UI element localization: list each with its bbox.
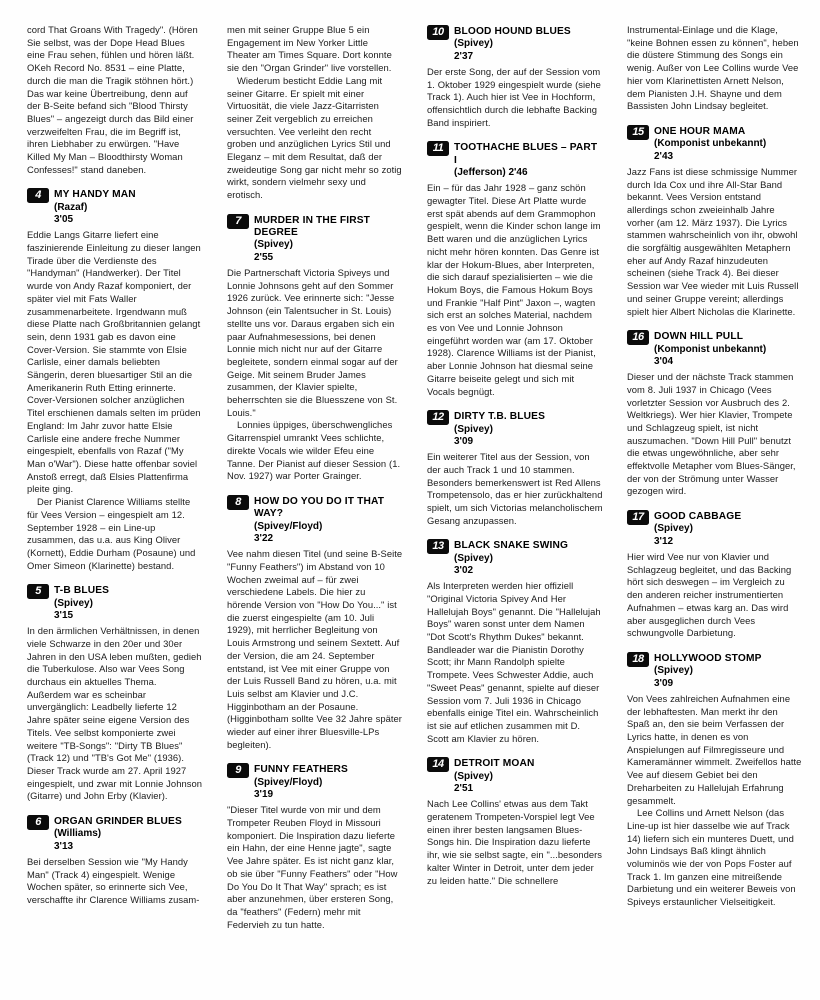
track-titling [654,124,803,163]
track-number-badge: 16 [627,330,649,345]
track-entry-16 [627,329,803,498]
track-meta: 2'37 [454,50,474,62]
track-meta: 3'12 [654,535,674,547]
body-paragraph: Der Pianist Clarence Williams stellte für Vees Version – eingespielt am 12. September 1928 – ein Line-up zusammen, das u.a. aus King Oliver (Kornett), Eddie Durham (Posaune) und Omer Simeon (Klarinette) bestand. [27,496,196,571]
body-paragraph: Der erste Song, der auf der Session vom 1. Oktober 1929 eingespielt wurde (siehe Track 1). Auch hier ist Vee in Hochform, offensichtlich durch die lebhafte Backing Band inspiriert. [427,65,601,128]
track-meta: (Razaf) [54,201,88,213]
track-title: FUNNY FEATHERS [254,764,348,776]
text-column-4 [627,24,803,988]
body-paragraph: Nach Lee Collins' etwas aus dem Takt geratenem Trompeten-Vorspiel legt Vee einen ihrer besten langsamen Blues-Songs hin. Die Inspiration dazu lieferte ihr, wie sie selbst sagte, ein "...besonders kalter Winter in Detroit, unter dem jeder zu leiden hatte." Die schnellere [427,798,603,886]
track-title: GOOD CABBAGE [654,511,742,523]
body-paragraph: Bei derselben Session wie "My Handy Man" (Track 4) eingespielt. Wenige Wochen später, so erinnerte sich Vee, verschaffte ihr Clarence Williams zusam- [27,855,200,906]
body-paragraph: Vee nahm diesen Titel (und seine B-Seite "Funny Feathers") im Abstand von 10 Wochen zweimal auf – für zwei verschiedene Labels. Die hier zu hörende Version von "How Do You..." ist die zuerst eingespielte (am 10. Juli 1929), mit herrlicher Begleitung von Louis Armstrong und seinem Sextett. Auf der Version, die am 24. September entstand, ist Vee mit einer Gruppe von der Luis Russell Band zu hören, u.a. mit Luis selbst am Klavier und J.C. Higginbotham an der Posaune. (Higginbotham sollte Vee 32 Jahre später wieder auf einer ihrer Bluesville-LPs begleiten). [227,548,403,750]
body-paragraph: cord That Groans With Tragedy". (Hören Sie selbst, was der Dope Head Blues eine Frau sehen, fühlen und hören läßt. OKeh Record No. 8531 – eine Platte, durch die man die Tragik stöhnen hört.) Das war keine Übertreibung, denn auf der B-Seite befand sich "Blood Thirsty Blues" – angezeigt durch das Bild einer verzweifelten Frau, die im Begriff ist, ihren Liebhaber zu erwürgen. "Have Killed My Man – Bloodthirsty Woman Confesses!" stand daneben. [27,24,198,175]
track-title: DETROIT MOAN [454,758,535,770]
body-paragraph: Als Interpreten werden hier offiziell "Original Victoria Spivey And Her Hallelujah Boys" genannt. Die "Hallelujah Boys" waren sonst unter dem Namen "Dot Scott's Rhythm Dukes" bekannt. Bandleader war die Pianistin Dorothy Scott; ihr Mann Randolph spielte Trompete. Vees Schwester Addie, auch "Sweet Peas" genannt, spielte auf dieser Session vom 7. Juli 1936 in Chicago ebenfalls einige Titel ein. Wahrscheinlich ist sie auf etlichen zusammen mit D. Scott am Klavier zu hören. [427,580,601,744]
track-meta: (Williams) [54,828,102,840]
track-entry-17 [627,509,803,640]
track-titling [454,140,603,179]
track-number-badge: 7 [227,214,249,229]
track-heading [627,329,803,368]
track-heading [427,409,603,448]
track-meta: 3'02 [454,564,474,576]
track-heading [427,140,603,179]
track-titling [454,756,603,795]
body-paragraph: "Dieser Titel wurde von mir und dem Trompeter Reuben Floyd in Missouri komponiert. Die Inspiration dazu lieferte ein Hahn, der eine Henne jagte", sagte Vee Jahre später. Es ist nicht ganz klar, ob sie über "Funny Feathers" oder "How Do You Do It That Way" sprach; es ist aber anzunehmen, über ersteren Song, da "feathers" (Federn) mehr mit Federvieh zu tun hatte. [227,804,398,930]
track-title: DIRTY T.B. BLUES [454,411,546,423]
track-meta: (Spivey) [254,239,293,251]
track-meta: (Spivey) [454,423,493,435]
track-meta: 3'13 [54,840,74,852]
track-title: TOOTHACHE BLUES – PART I [454,142,598,166]
body-paragraph: Lonnies üppiges, überschwengliches Gitarrenspiel umrankt Vees schlichte, direkte Vocals wie wilder Efeu eine Tanne. Der Pianist auf dieser Session (1. Nov. 1927) war Porter Grainger. [227,419,401,482]
track-meta: 2'51 [454,782,474,794]
track-entry-6 [27,814,203,907]
track-number-badge: 6 [27,815,49,830]
body-paragraph: Dieser und der nächste Track stammen vom 8. Juli 1937 in Chicago (Vees vorletzter Session vor Ausbruch des 2. Weltkriegs). Wer hier Klavier, Trompete und Schlagzeug spielt, ist nicht auszumachen. "Down Hill Pull" benutzt die etwas ungewöhnliche, aber sehr effektvolle Metapher vom Blues-Sänger, der von der Strömung unter Wasser gezogen wird. [627,371,796,497]
track-title: HOW DO YOU DO IT THAT WAY? [254,495,385,520]
track-title: MY HANDY MAN [54,189,136,201]
track-heading [627,651,803,690]
track-titling [254,494,403,545]
body-paragraph: Lee Collins und Arnett Nelson (das Line-up ist hier dasselbe wie auf Track 14) liefern sich ein munteres Duett, und John Lindsays Baß klingt ähnlich voluminös wie der von Pops Foster auf Track 1. Im ganzen eine mitreißende Darbietung und ein weiterer Beweis von Spiveys erstaunlicher Vielseitigkeit. [627,807,796,908]
track-number-badge: 18 [627,652,649,667]
track-title: ONE HOUR MAMA [654,125,746,137]
body-paragraph: Instrumental-Einlage und die Klage, "keine Bohnen essen zu können", heben die düstere Stimmung des Songs ein wenig. Außer von Lee Collins wurde Vee hier vom Klarinettisten Arnett Nelson, dem Pianisten J.H. Shayne und dem Bassisten John Lindsay begleitet. [627,24,799,112]
track-title: DOWN HILL PULL [654,331,744,343]
track-entry-8 [227,494,403,751]
body-paragraph: Jazz Fans ist diese schmissige Nummer durch Ida Cox und ihre All-Star Band bekannt. Vees Version entstand allerdings schon zweieinhalb Jahre vorher (am 12. März 1937). Die Lyrics stammen wahrscheinlich von ihr, obwohl die sorgfältig ausgewählten Metaphern eher auf Andy Razaf hinzudeuten scheinen (siehe Track 4). Bei dieser Session war Vee wieder mit Luis Russell und seiner Gruppe vereint; allerdings spielt hier Albert Nicholas die Klarinette. [627,165,799,317]
track-meta: (Spivey/Floyd) [254,776,323,788]
track-titling [54,187,203,226]
track-entry-5 [27,583,203,803]
body-paragraph: Ein – für das Jahr 1928 – ganz schön gewagter Titel. Diese Art Platte wurde erst spät abends auf dem Grammophon gespielt, wenn die Kinder schon lange im Bett waren und die anzüglichen Lyrics nicht mehr hören konnten. Das Genre ist klar der Hokum-Blues, aber Interpreten, die sich darauf spezialisierten – wie die Hokum Boys, die Famous Hokum Boys und Frankie "Half Pint" Jaxon –, wagten sich erst an solches Material, nachdem es von Vee und Lonnie Johnson eingeführt worden war (am 17. Oktober 1928). Clarence Williams ist der Pianist, aber Lonnie Johnson hat diesmal seine Gitarre beiseite gelegt und sich mit Vocals begnügt. [427,182,601,397]
track-heading [227,762,403,801]
track-entry-10 [427,24,603,129]
track-titling [54,814,203,853]
track-meta: (Spivey) [454,552,493,564]
track-heading [27,814,203,853]
track-titling [454,409,603,448]
track-meta: (Spivey) [654,523,693,535]
track-entry-12 [427,409,603,527]
text-column-2 [227,24,403,988]
track-meta: 3'04 [654,355,674,367]
text-column-3 [427,24,603,988]
track-entry-7 [227,213,403,483]
track-number-badge: 5 [27,584,49,599]
track-meta: (Spivey/Floyd) [254,520,323,532]
track-titling [454,538,603,577]
track-number-badge: 4 [27,188,49,203]
track-title: BLOOD HOUND BLUES [454,26,571,37]
track-heading [427,538,603,577]
track-heading [627,509,803,548]
track-titling [654,329,803,368]
track-number-badge: 14 [427,757,449,772]
track-meta: 2'43 [654,150,674,162]
track-meta: (Spivey) [54,597,93,609]
track-heading [427,756,603,795]
body-paragraph: men mit seiner Gruppe Blue 5 ein Engagement im New Yorker Little Theater am Times Square. Dort konnte sie den "Organ Grinder" live vorstellen. [227,24,392,74]
track-titling [254,762,403,801]
track-titling [54,583,203,622]
track-meta: 3'22 [254,532,274,544]
track-heading [627,124,803,163]
track-entry-9 [227,762,403,931]
track-number-badge: 9 [227,763,249,778]
track-meta: (Jefferson) 2'46 [454,167,528,178]
text-column-1 [27,24,203,988]
track-number-badge: 8 [227,495,249,510]
track-number-badge: 12 [427,410,449,425]
body-paragraph: Die Partnerschaft Victoria Spiveys und Lonnie Johnsons geht auf den Sommer 1926 zurück. Vee erinnerte sich: "Jesse Johnson (ein Talentsucher in St. Louis) stellte uns vor. Daraus ergaben sich ein paar Aufnahmesessions, bei denen Lonnie mich nicht nur auf der Gitarre begleitete, sondern einmal sogar auf der Geige. Mit seinem Bruder James zusammen, der Klavier spielte, beherrschten sie die Bluesszene von St. Louis." [227,267,398,418]
track-titling [454,24,603,63]
track-meta: (Spivey) [454,38,493,50]
track-entry-11 [427,140,603,398]
body-paragraph: Von Vees zahlreichen Aufnahmen eine der lebhaftesten. Man merkt ihr den Spaß an, den sie beim Verfassen der Lyrics hatte, in denen es von Anspielungen auf Filmregisseure und Kameramänner wimmelt. Zweifellos hatte Vee auf diesem Gebiet bei den Dreharbeiten zu Hallelujah Erfahrung gesammelt. [627,692,802,806]
track-meta: 3'09 [654,677,674,689]
body-paragraph: Hier wird Vee nur von Klavier und Schlagzeug begleitet, und das Backing hört sich deswegen – im Vergleich zu den anderen reicher instrumentierten Aufnahmen – etwas karg an. Das wird aber ausgeglichen durch Vees schwungvolle Darbietung. [627,551,792,639]
track-titling [654,651,803,690]
body-paragraph: Eddie Langs Gitarre liefert eine faszinierende Einleitung zu dieser langen Tirade über die Verdienste des "Handyman" (Handwerker). Der Titel wurde von Andy Razaf komponiert, der später viel mit Fats Waller zusammenarbeitete. Irgendwann muß diese Platte nach Großbritannien gelangt sein, denn 1931 gab es davon eine Cover-Version. Sie stammte von Elsie Carlisle, einer damals beliebten Sängerin, deren bluesartiger Stil an die Amerikanerin Ruth Etting erinnerte. Cover-Versionen solcher anzüglichen Titel erschienen damals selten im prüden England: Im Jahr zuvor hatte Elsie Carlisle eine andere freche Nummer eingespielt, ebenfalls von Razaf ("My Man o'War"). Diese hatte offenbar soviel Anstoß erregt, daß Elsies Plattenfirma pleite ging. [27,229,201,495]
track-entry-4 [27,187,203,572]
track-heading [27,187,203,226]
track-meta: (Spivey) [454,770,493,782]
track-title: BLACK SNAKE SWING [454,540,569,552]
track-number-badge: 13 [427,539,449,554]
track-meta: (Komponist unbekannt) [654,343,767,355]
track-number-badge: 15 [627,125,649,140]
track-meta: 3'05 [54,214,74,226]
track-heading [27,583,203,622]
body-paragraph: Ein weiterer Titel aus der Session, von der auch Track 1 und 10 stammen. Besonders bemerkenswert ist Red Allens Trompetensolo, das er hier zurückhaltend spielt, um sich Victorias melancholischem Gesang anzupassen. [427,451,603,526]
track-titling [654,509,803,548]
track-entry-13 [427,538,603,745]
track-meta: 3'19 [254,789,274,801]
track-title: MURDER IN THE FIRST DEGREE [254,214,371,239]
track-meta: (Spivey) [654,665,693,677]
track-entry-15 [627,124,803,318]
track-title: HOLLYWOOD STOMP [654,652,762,664]
track-title: T-B BLUES [54,585,110,597]
track-number-badge: 10 [427,25,449,40]
body-paragraph: Wiederum besticht Eddie Lang mit seiner Gitarre. Er spielt mit einer Virtuosität, die viele Jazz-Gitarristen seiner Zeit vergeblich zu erreichen versuchten. Vee verleiht den recht groben und anzüglichen Lyrics Stil und Eleganz – mit dem Resultat, daß der zweideutige Song gar nicht mehr so zotig wirkt, sondern vielmehr sexy und erotisch. [227,74,402,201]
track-meta: 3'15 [54,609,74,621]
track-titling [254,213,403,264]
body-paragraph: In den ärmlichen Verhältnissen, in denen viele Schwarze in den 20er und 30er Jahren in den USA leben mußten, gedieh die Tuberkulose. Also war Vees Song durchaus ein aktuelles Thema. Außerdem war es scheinbar unvergänglich: Leadbelly lieferte 12 Jahre später seine eigene Version des Titels. Vee selbst komponierte zwei weitere "TB-Songs": "Dirty TB Blues" (Track 12) und "TB's Got Me" (1936). Dieser Track wurde am 27. April 1927 eingespielt, und zwar mit Lonnie Johnson (Gitarre) und John Erby (Klavier). [27,625,202,802]
track-heading [227,494,403,545]
track-number-badge: 11 [427,141,449,156]
track-heading [427,24,603,63]
track-meta: 2'55 [254,251,274,263]
track-entry-18 [627,651,803,909]
track-title: ORGAN GRINDER BLUES [54,816,182,828]
track-meta: (Komponist unbekannt) [654,138,767,150]
track-number-badge: 17 [627,510,649,525]
track-meta: 3'09 [454,435,474,447]
track-heading [227,213,403,264]
track-entry-14 [427,756,603,887]
